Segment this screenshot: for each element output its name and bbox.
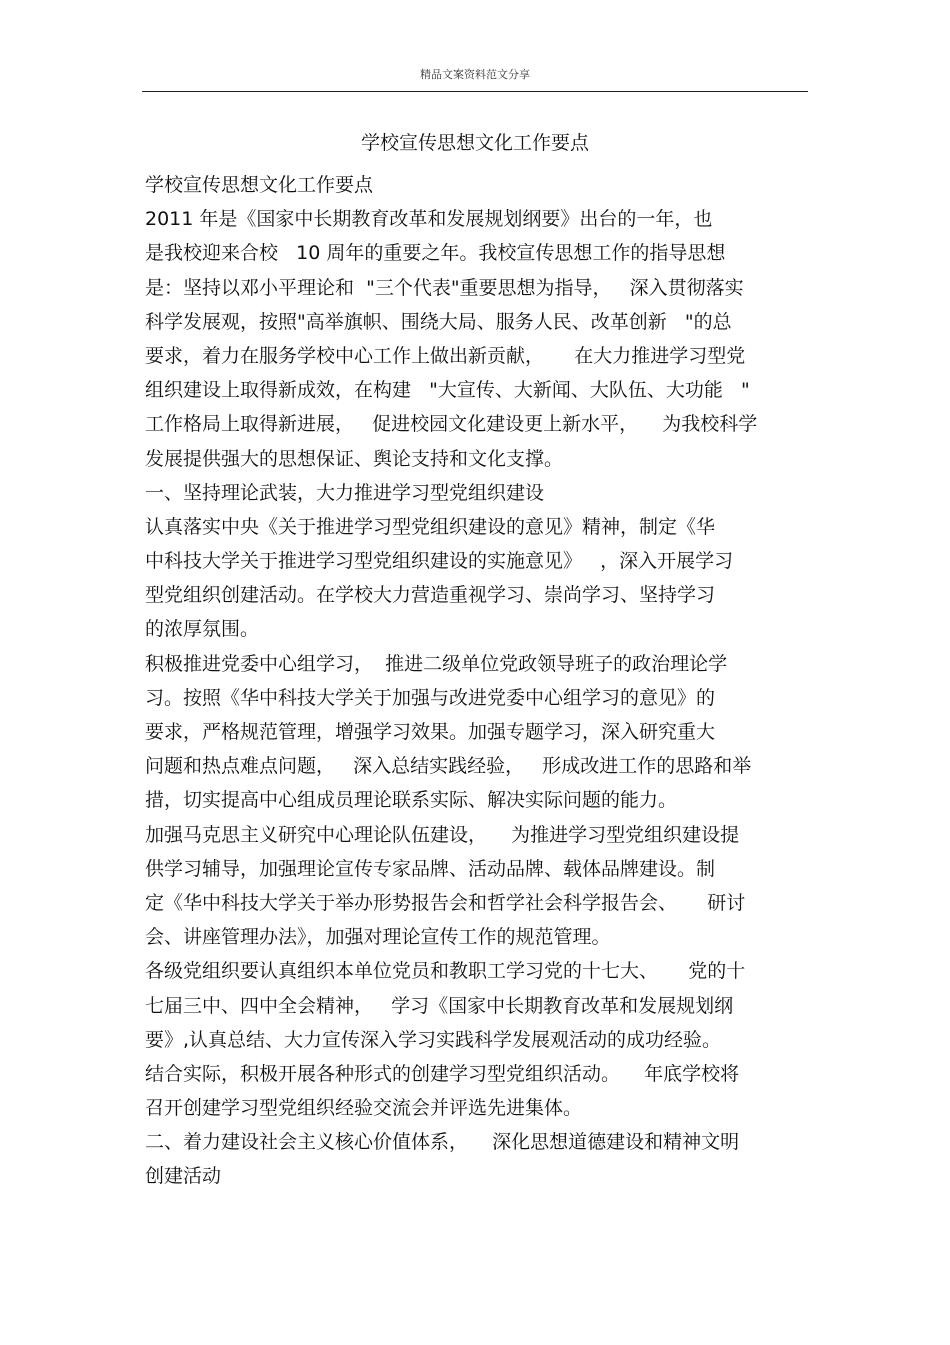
document-body <box>145 168 810 1194</box>
body-line: 供学习辅导，加强理论宣传专家品牌、活动品牌、载体品牌建设。制 <box>145 857 716 880</box>
page-header: 精品文案资料范文分享 <box>420 68 530 81</box>
body-line: 认真落实中央《关于推进学习型党组织建设的意见》精神，制定《华 <box>145 515 716 538</box>
body-line: 结合实际，积极开展各种形式的创建学习型党组织活动。 年底学校将 <box>145 1062 740 1085</box>
body-line: 召开创建学习型党组织经验交流会并评选先进集体。 <box>145 1097 583 1120</box>
body-line: 科学发展观，按照"高举旗帜、围绕大局、服务人民、改革创新 "的总 <box>145 310 732 333</box>
body-line: 会、讲座管理办法》，加强对理论宣传工作的规范管理。 <box>145 926 611 949</box>
body-line: 要求，严格规范管理，增强学习效果。加强专题学习，深入研究重大 <box>145 721 716 743</box>
body-line: 学校宣传思想文化工作要点 <box>145 174 374 196</box>
body-line: 问题和热点难点问题， 深入总结实践经验， 形成改进工作的思路和举 <box>145 755 752 778</box>
body-line: 中科技大学关于推进学习型党组织建设的实施意见》 ，深入开展学习 <box>145 550 734 573</box>
body-line: 工作格局上取得新进展， 促进校园文化建设更上新水平， 为我校科学 <box>145 413 758 436</box>
body-line: 发展提供强大的思想保证、舆论支持和文化支撑。 <box>145 447 564 470</box>
body-line: 创建活动 <box>145 1165 222 1188</box>
header-divider <box>142 91 808 92</box>
body-line: 习。按照《华中科技大学关于加强与改进党委中心组学习的意见》的 <box>145 686 716 709</box>
section-heading: 二、着力建设社会主义核心价值体系， 深化思想道德建设和精神文明 <box>145 1131 740 1154</box>
body-line: 组织建设上取得新成效，在构建 "大宣传、大新闻、大队伍、大功能 " <box>145 379 750 402</box>
body-line: 2011 年是《国家中长期教育改革和发展规划纲要》出台的一年，也 <box>145 208 713 231</box>
body-line: 是我校迎来合校 10 周年的重要之年。我校宣传思想工作的指导思想 <box>145 242 726 265</box>
body-line: 要》,认真总结、大力宣传深入学习实践科学发展观活动的成功经验。 <box>145 1028 722 1051</box>
body-line: 是：坚持以邓小平理论和 "三个代表"重要思想为指导， 深入贯彻落实 <box>145 276 744 299</box>
body-line: 各级党组织要认真组织本单位党员和教职工学习党的十七大、 党的十 <box>145 960 746 983</box>
body-line: 要求，着力在服务学校中心工作上做出新贡献， 在大力推进学习型党 <box>145 344 746 367</box>
body-line: 加强马克思主义研究中心理论队伍建设， 为推进学习型党组织建设提 <box>145 823 740 846</box>
body-line: 的浓厚氛围。 <box>145 618 260 641</box>
body-line: 七届三中、四中全会精神， 学习《国家中长期教育改革和发展规划纲 <box>145 994 734 1017</box>
body-line: 措，切实提高中心组成员理论联系实际、解决实际问题的能力。 <box>145 789 678 812</box>
document-title: 学校宣传思想文化工作要点 <box>360 132 589 154</box>
body-line: 积极推进党委中心组学习， 推进二级单位党政领导班子的政治理论学 <box>145 652 728 675</box>
section-heading: 一、坚持理论武装，大力推进学习型党组织建设 <box>145 481 545 504</box>
body-line: 型党组织创建活动。在学校大力营造重视学习、崇尚学习、坚持学习 <box>145 584 716 607</box>
body-line: 定《华中科技大学关于举办形势报告会和哲学社会科学报告会、 研讨 <box>145 891 746 914</box>
